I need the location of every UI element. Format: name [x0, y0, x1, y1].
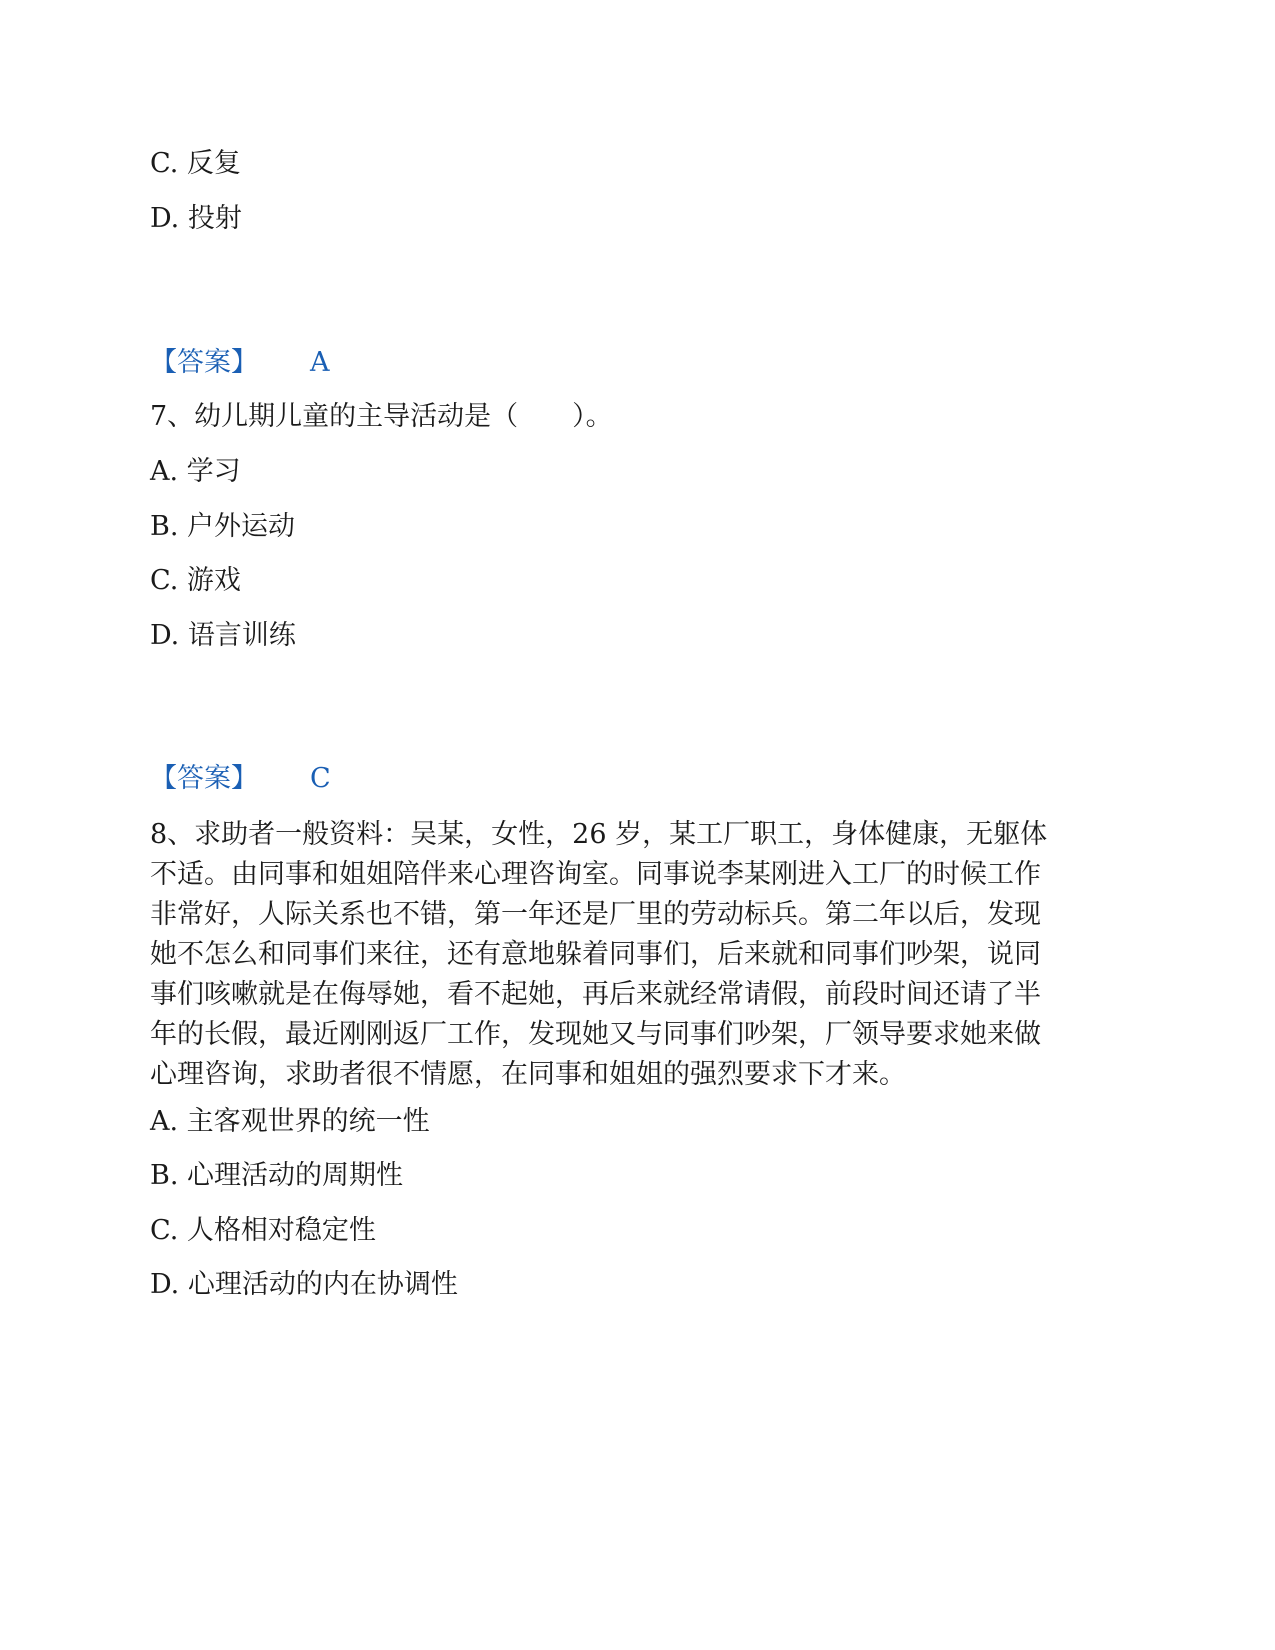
question-8-stem — [150, 815, 1110, 1095]
q8-stem-line: 非常好，人际关系也不错，第一年还是厂里的劳动标兵。第二年以后，发现 — [150, 899, 1041, 930]
question-7-stem: 7、幼儿期儿童的主导活动是（ ）。 — [150, 401, 613, 432]
option-c: C. 反复 — [150, 148, 241, 179]
answer-label: 【答案】 — [150, 763, 258, 794]
q8-stem-line: 心理咨询，求助者很不情愿，在同事和姐姐的强烈要求下才来。 — [150, 1059, 906, 1090]
q7-option-d: D. 语言训练 — [150, 620, 296, 651]
option-d: D. 投射 — [150, 203, 242, 234]
q8-stem-line: 她不怎么和同事们来往，还有意地躲着同事们，后来就和同事们吵架，说同 — [150, 939, 1041, 970]
q8-option-b: B. 心理活动的周期性 — [150, 1160, 404, 1191]
q8-stem-line: 8、求助者一般资料：吴某，女性，26 岁，某工厂职工，身体健康，无躯体 — [150, 819, 1048, 850]
answer-row — [150, 346, 330, 380]
q8-stem-line: 事们咳嗽就是在侮辱她，看不起她，再后来就经常请假，前段时间还请了半 — [150, 979, 1041, 1010]
q8-stem-line: 不适。由同事和姐姐陪伴来心理咨询室。同事说李某刚进入工厂的时候工作 — [150, 859, 1041, 890]
answer-value: A — [310, 347, 330, 378]
answer-value: C — [310, 763, 331, 794]
q8-option-d: D. 心理活动的内在协调性 — [150, 1269, 458, 1300]
q7-answer-row — [150, 762, 331, 796]
q7-option-b: B. 户外运动 — [150, 511, 296, 542]
q8-stem-line: 年的长假，最近刚刚返厂工作，发现她又与同事们吵架，厂领导要求她来做 — [150, 1019, 1041, 1050]
answer-label: 【答案】 — [150, 347, 258, 378]
q8-option-a: A. 主客观世界的统一性 — [150, 1106, 430, 1137]
q8-option-c: C. 人格相对稳定性 — [150, 1215, 376, 1246]
q7-option-c: C. 游戏 — [150, 565, 241, 596]
q7-option-a: A. 学习 — [150, 456, 241, 487]
